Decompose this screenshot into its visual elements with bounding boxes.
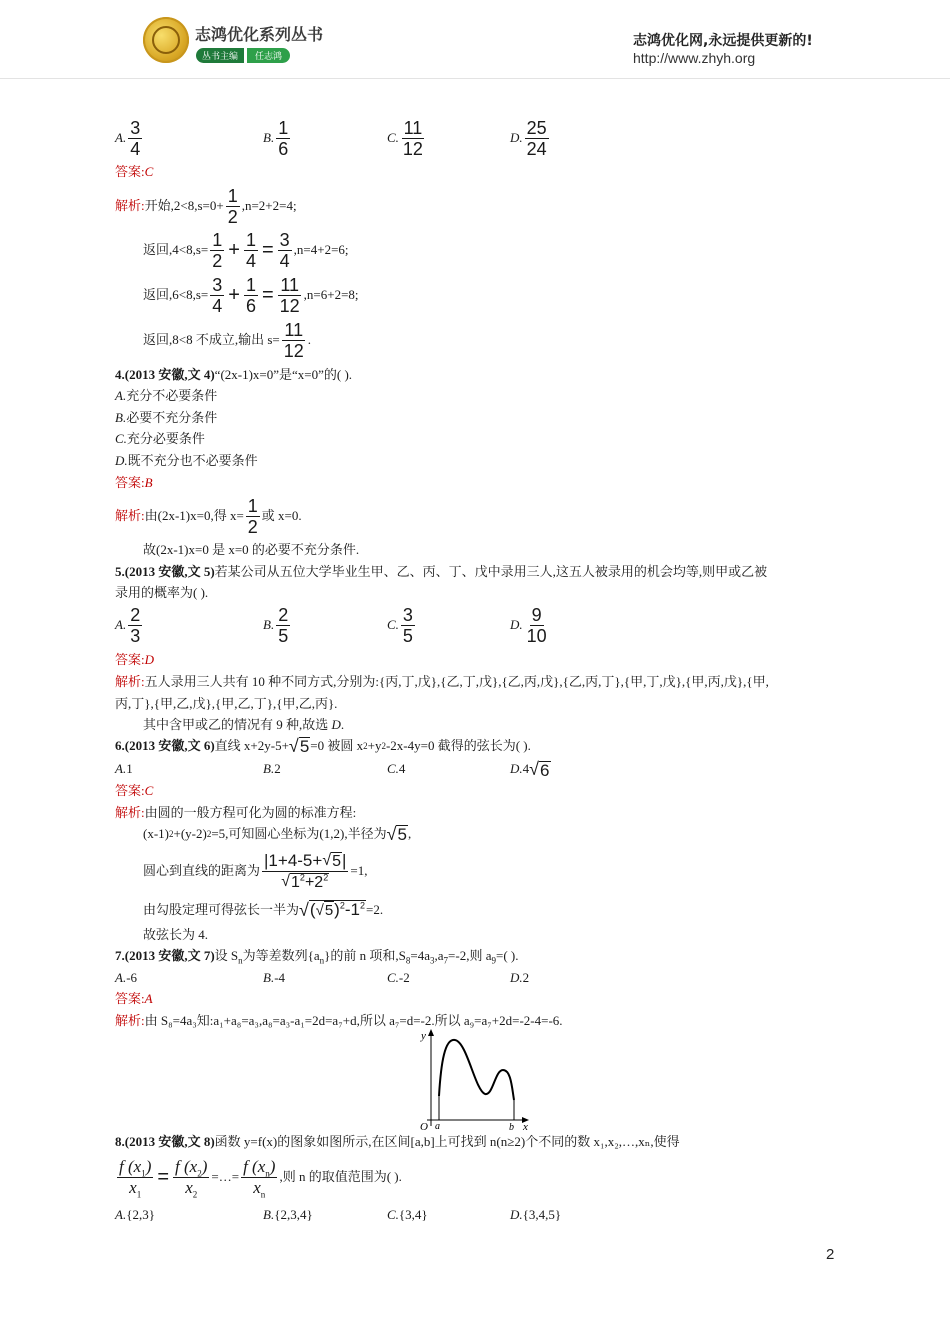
q8-stem: 8.(2013 安徽,文 8)函数 y=f(x)的图象如图所示,在区间[a,b]上可找到 n(n≥2)个不同的数 x₁,x₂,…,xₙ,使得	[115, 1134, 680, 1149]
q6-answer: 答案:C	[115, 783, 154, 798]
page-number: 2	[826, 1246, 835, 1263]
q5-stem-line2: 录用的概率为( ).	[115, 585, 209, 600]
q7-option-d: D.2	[510, 970, 530, 985]
q6-analysis-line3: 圆心到直线的距离为 |1+4-5+ √ 5 | √ $1^2+2^2$ =1,	[143, 850, 368, 891]
q6-option-c: C. 4	[387, 761, 406, 776]
q6-option-a: A. 1	[115, 761, 133, 776]
graph-b-label: b	[509, 1122, 514, 1132]
series-title: 志鸿优化系列丛书	[195, 25, 324, 44]
q7-option-a: A.-6	[115, 970, 138, 985]
q5-analysis-line3: 其中含甲或乙的情况有 9 种,故选 D.	[143, 717, 345, 732]
q3-option-b: B. $\frac{1}{6}$	[263, 117, 289, 159]
q4-option-c: C.充分必要条件	[115, 431, 205, 446]
q3-analysis-line4: 返回,8<8 不成立,输出 s= $\frac{11}{12}$ .	[143, 319, 312, 361]
q6-options	[115, 757, 850, 781]
q7-answer: 答案:A	[115, 991, 153, 1006]
q5-analysis-line2: 丙,丁},{甲,乙,戊},{甲,乙,丁},{甲,乙,丙}.	[115, 696, 338, 711]
q6-stem: 6 .(2013 安徽,文 6) 直线 x+2y-5+ √ 5 =0 被圆 x 2 +y 2 -2x-4y=0 截得的弦长为( ).	[115, 736, 531, 756]
q5-option-b: B. $\frac{2}{5}$	[263, 604, 289, 646]
q6-analysis-line2: (x-1) 2 +(y-2) 2 =5,可知圆心坐标为(1,2),半径为 √ 5 ,	[143, 824, 412, 844]
y-axis-arrow	[428, 1029, 434, 1036]
editor-label: 丛书主编	[196, 48, 244, 63]
q7-option-b: B.-4	[263, 970, 286, 985]
q8-option-b: B.{2,3,4}	[263, 1207, 313, 1222]
editor-name: 任志鸿	[247, 48, 290, 63]
q6-option-b: B. 2	[263, 761, 281, 776]
q6-option-d: D. 4 √ 6	[510, 758, 550, 780]
graph-x-label: x	[523, 1121, 528, 1132]
q5-analysis-line1: 解析:五人录用三人共有 10 种不同方式,分别为:{丙,丁,戊},{乙,丁,戊},{乙,丙,戊},{乙,丙,丁},{甲,丁,戊},{甲,丙,戊},{甲,	[115, 674, 769, 689]
site-url[interactable]: http://www.zhyh.org	[633, 50, 756, 66]
q3-options	[115, 116, 850, 160]
q8-equation: $\frac{f (x_1)}{x_1}$ = $\frac{f (x_2)}{x_2}$ =…= $\frac{f (x_n)}{x_n}$ ,则 n 的取值范围为( ).	[119, 1156, 402, 1199]
q3-analysis-line1: 解析: 开始,2<8,s=0+ $\frac{1}{2}$ ,n=2+2=4;	[115, 185, 297, 227]
q8-option-c: C.{3,4}	[387, 1207, 428, 1222]
q6-analysis-line1: 解析:由圆的一般方程可化为圆的标准方程:	[115, 805, 357, 820]
q5-option-d: D. $\frac{9}{10}$	[510, 604, 547, 646]
q5-option-a: A. $\frac{2}{3}$	[115, 604, 141, 646]
q4-analysis-line1: 解析: 由(2x-1)x=0,得 x= $\frac{1}{2}$ 或 x=0.	[115, 495, 302, 537]
q5-answer: 答案:D	[115, 652, 155, 667]
q3-option-a: A. $\frac{3}{4}$	[115, 117, 141, 159]
graph-a-label: a	[435, 1121, 440, 1132]
q4-option-b: B.必要不充分条件	[115, 410, 218, 425]
q3-analysis-line2: 返回,4<8,s= $\frac{1}{2}$ + $\frac{1}{4}$ = $\frac{3}{4}$ ,n=4+2=6;	[143, 229, 349, 271]
function-curve	[439, 1040, 514, 1100]
q5-stem-line1: 5.(2013 安徽,文 5)若某公司从五位大学毕业生甲、乙、丙、丁、戊中录用三人,这五人被录用的机会均等,则甲或乙被	[115, 564, 768, 579]
q3-answer: 答案:C	[115, 164, 154, 179]
site-slogan: 志鸿优化网,永远提供更新的!	[633, 33, 813, 49]
q8-option-a: A.{2,3}	[115, 1207, 155, 1222]
q6-analysis-line5: 故弦长为 4.	[143, 927, 209, 942]
graph-y-label: y	[421, 1030, 426, 1042]
q5-option-c: C. $\frac{3}{5}$	[387, 604, 413, 646]
graph-origin-label: O	[420, 1121, 428, 1132]
q3-analysis-line3: 返回,6<8,s= $\frac{3}{4}$ + $\frac{1}{6}$ = $\frac{11}{12}$ ,n=6+2=8;	[143, 274, 359, 316]
q4-option-a: A.充分不必要条件	[115, 388, 218, 403]
header-divider	[0, 78, 950, 79]
q4-option-d: D.既不充分也不必要条件	[115, 453, 258, 468]
q5-options	[115, 603, 850, 647]
q7-analysis-line1: 解析:由 S₈=4a₃知:a₁+a₈=a₃,a₈=a₃-a₁=2d=a₇+d,所以 a₇=d=-2.所以 a₉=a₇+2d=-2-4=-6.	[115, 1013, 563, 1028]
q8-function-graph	[417, 1028, 533, 1132]
q6-analysis-line4: 由勾股定理可得弦长一半为 √ ( √ 5 )$^2-1^2$ =2.	[143, 900, 384, 920]
q4-analysis-line2: 故(2x-1)x=0 是 x=0 的必要不充分条件.	[143, 542, 360, 557]
q4-answer: 答案:B	[115, 475, 153, 490]
q3-option-c: C. $\frac{11}{12}$	[387, 117, 423, 159]
q3-option-d: D. $\frac{25}{24}$	[510, 117, 547, 159]
q4-stem: 4.(2013 安徽,文 4)“(2x-1)x=0”是“x=0”的( ).	[115, 367, 353, 382]
q8-option-d: D.{3,4,5}	[510, 1207, 562, 1222]
q7-option-c: C.-2	[387, 970, 410, 985]
series-logo-icon	[143, 17, 189, 63]
q7-stem: 7.(2013 安徽,文 7)设 $S_n$为等差数列$\{a_n\}$的前 n 项和$,S_8=4a_3,a_7=-2$,则 $a_9=$( ).	[115, 948, 519, 966]
page-header	[0, 0, 950, 80]
